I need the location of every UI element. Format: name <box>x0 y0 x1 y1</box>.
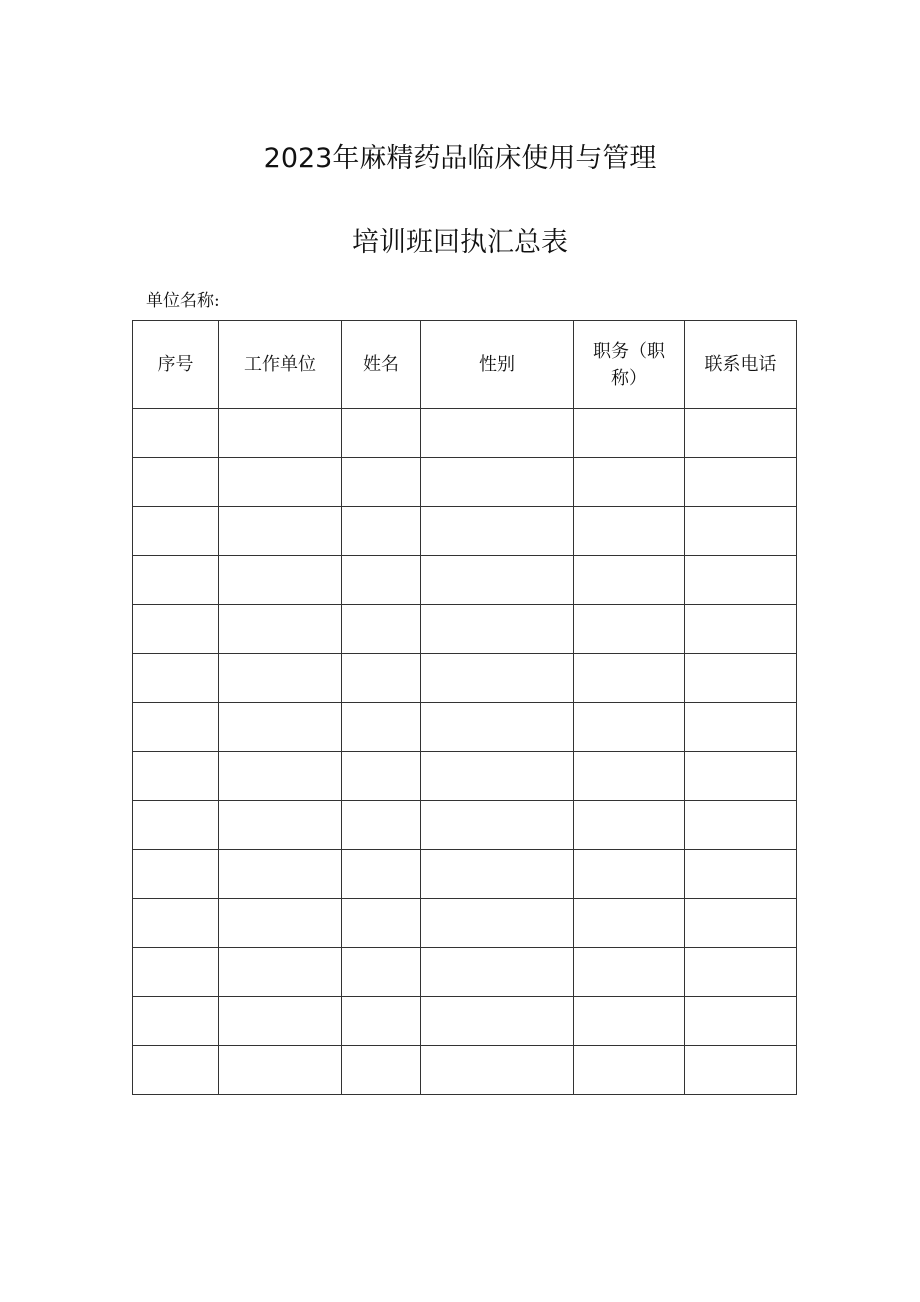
table-cell[interactable] <box>574 997 685 1046</box>
table-cell[interactable] <box>219 801 342 850</box>
table-cell[interactable] <box>342 997 421 1046</box>
table-cell[interactable] <box>219 654 342 703</box>
table-cell[interactable] <box>685 752 797 801</box>
table-row <box>133 997 797 1046</box>
table-row <box>133 458 797 507</box>
table-cell[interactable] <box>685 654 797 703</box>
table-cell[interactable] <box>133 654 219 703</box>
column-header-position <box>574 321 685 409</box>
table-row <box>133 605 797 654</box>
table-row <box>133 507 797 556</box>
table-cell[interactable] <box>574 850 685 899</box>
column-header-phone: 联系电话 <box>685 321 797 409</box>
table-row <box>133 409 797 458</box>
table-cell[interactable] <box>342 1046 421 1095</box>
table-cell[interactable] <box>133 556 219 605</box>
roster-body <box>133 409 797 1095</box>
document-title-line1: 2023年麻精药品临床使用与管理 <box>263 143 657 174</box>
table-cell[interactable] <box>574 752 685 801</box>
table-cell[interactable] <box>219 752 342 801</box>
table-cell[interactable] <box>219 1046 342 1095</box>
table-cell[interactable] <box>421 703 574 752</box>
table-cell[interactable] <box>685 605 797 654</box>
table-cell[interactable] <box>342 801 421 850</box>
table-cell[interactable] <box>685 458 797 507</box>
table-cell[interactable] <box>421 752 574 801</box>
table-cell[interactable] <box>133 997 219 1046</box>
table-cell[interactable] <box>574 409 685 458</box>
table-cell[interactable] <box>219 458 342 507</box>
table-cell[interactable] <box>685 556 797 605</box>
table-cell[interactable] <box>421 507 574 556</box>
table-cell[interactable] <box>685 409 797 458</box>
table-cell[interactable] <box>133 409 219 458</box>
table-cell[interactable] <box>133 703 219 752</box>
column-header-gender: 性别 <box>421 321 574 409</box>
table-cell[interactable] <box>342 703 421 752</box>
table-cell[interactable] <box>219 507 342 556</box>
table-cell[interactable] <box>421 997 574 1046</box>
table-cell[interactable] <box>685 899 797 948</box>
table-cell[interactable] <box>342 899 421 948</box>
table-cell[interactable] <box>421 1046 574 1095</box>
table-cell[interactable] <box>574 948 685 997</box>
table-cell[interactable] <box>219 409 342 458</box>
table-cell[interactable] <box>133 948 219 997</box>
column-header-name: 姓名 <box>342 321 421 409</box>
table-cell[interactable] <box>342 556 421 605</box>
table-cell[interactable] <box>342 605 421 654</box>
table-cell[interactable] <box>133 458 219 507</box>
table-cell[interactable] <box>219 556 342 605</box>
table-cell[interactable] <box>574 899 685 948</box>
table-row <box>133 752 797 801</box>
table-cell[interactable] <box>219 997 342 1046</box>
table-cell[interactable] <box>421 605 574 654</box>
table-cell[interactable] <box>685 703 797 752</box>
table-row <box>133 556 797 605</box>
column-header-index: 序号 <box>133 321 219 409</box>
table-cell[interactable] <box>219 703 342 752</box>
column-header-position-label: 职务（职称） <box>593 340 665 389</box>
table-row <box>133 899 797 948</box>
table-cell[interactable] <box>685 1046 797 1095</box>
table-cell[interactable] <box>342 507 421 556</box>
table-cell[interactable] <box>219 948 342 997</box>
unit-name-label: 单位名称: <box>146 291 220 311</box>
table-cell[interactable] <box>133 899 219 948</box>
table-cell[interactable] <box>133 850 219 899</box>
table-row <box>133 948 797 997</box>
document-title-line2: 培训班回执汇总表 <box>352 227 568 258</box>
table-cell[interactable] <box>342 409 421 458</box>
table-row <box>133 654 797 703</box>
table-cell[interactable] <box>342 654 421 703</box>
table-row <box>133 1046 797 1095</box>
table-row <box>133 801 797 850</box>
table-cell[interactable] <box>574 1046 685 1095</box>
table-cell[interactable] <box>219 605 342 654</box>
table-cell[interactable] <box>421 556 574 605</box>
table-cell[interactable] <box>421 850 574 899</box>
table-row <box>133 703 797 752</box>
column-header-work-unit: 工作单位 <box>219 321 342 409</box>
table-cell[interactable] <box>574 801 685 850</box>
table-cell[interactable] <box>685 850 797 899</box>
table-cell[interactable] <box>342 458 421 507</box>
table-row <box>133 850 797 899</box>
table-cell[interactable] <box>685 948 797 997</box>
table-cell[interactable] <box>133 507 219 556</box>
table-cell[interactable] <box>219 899 342 948</box>
table-cell[interactable] <box>574 605 685 654</box>
table-cell[interactable] <box>421 409 574 458</box>
table-cell[interactable] <box>421 458 574 507</box>
table-cell[interactable] <box>574 458 685 507</box>
table-cell[interactable] <box>421 654 574 703</box>
table-cell[interactable] <box>574 654 685 703</box>
table-cell[interactable] <box>685 997 797 1046</box>
table-cell[interactable] <box>133 752 219 801</box>
table-cell[interactable] <box>342 850 421 899</box>
table-cell[interactable] <box>219 850 342 899</box>
table-cell[interactable] <box>574 507 685 556</box>
table-cell[interactable] <box>574 703 685 752</box>
table-cell[interactable] <box>421 948 574 997</box>
table-cell[interactable] <box>133 1046 219 1095</box>
table-cell[interactable] <box>421 801 574 850</box>
table-cell[interactable] <box>685 801 797 850</box>
roster-table <box>132 320 797 1095</box>
table-cell[interactable] <box>342 948 421 997</box>
table-cell[interactable] <box>685 507 797 556</box>
table-cell[interactable] <box>133 801 219 850</box>
table-cell[interactable] <box>574 556 685 605</box>
table-cell[interactable] <box>342 752 421 801</box>
table-cell[interactable] <box>421 899 574 948</box>
table-cell[interactable] <box>133 605 219 654</box>
table-header-row <box>133 321 797 409</box>
